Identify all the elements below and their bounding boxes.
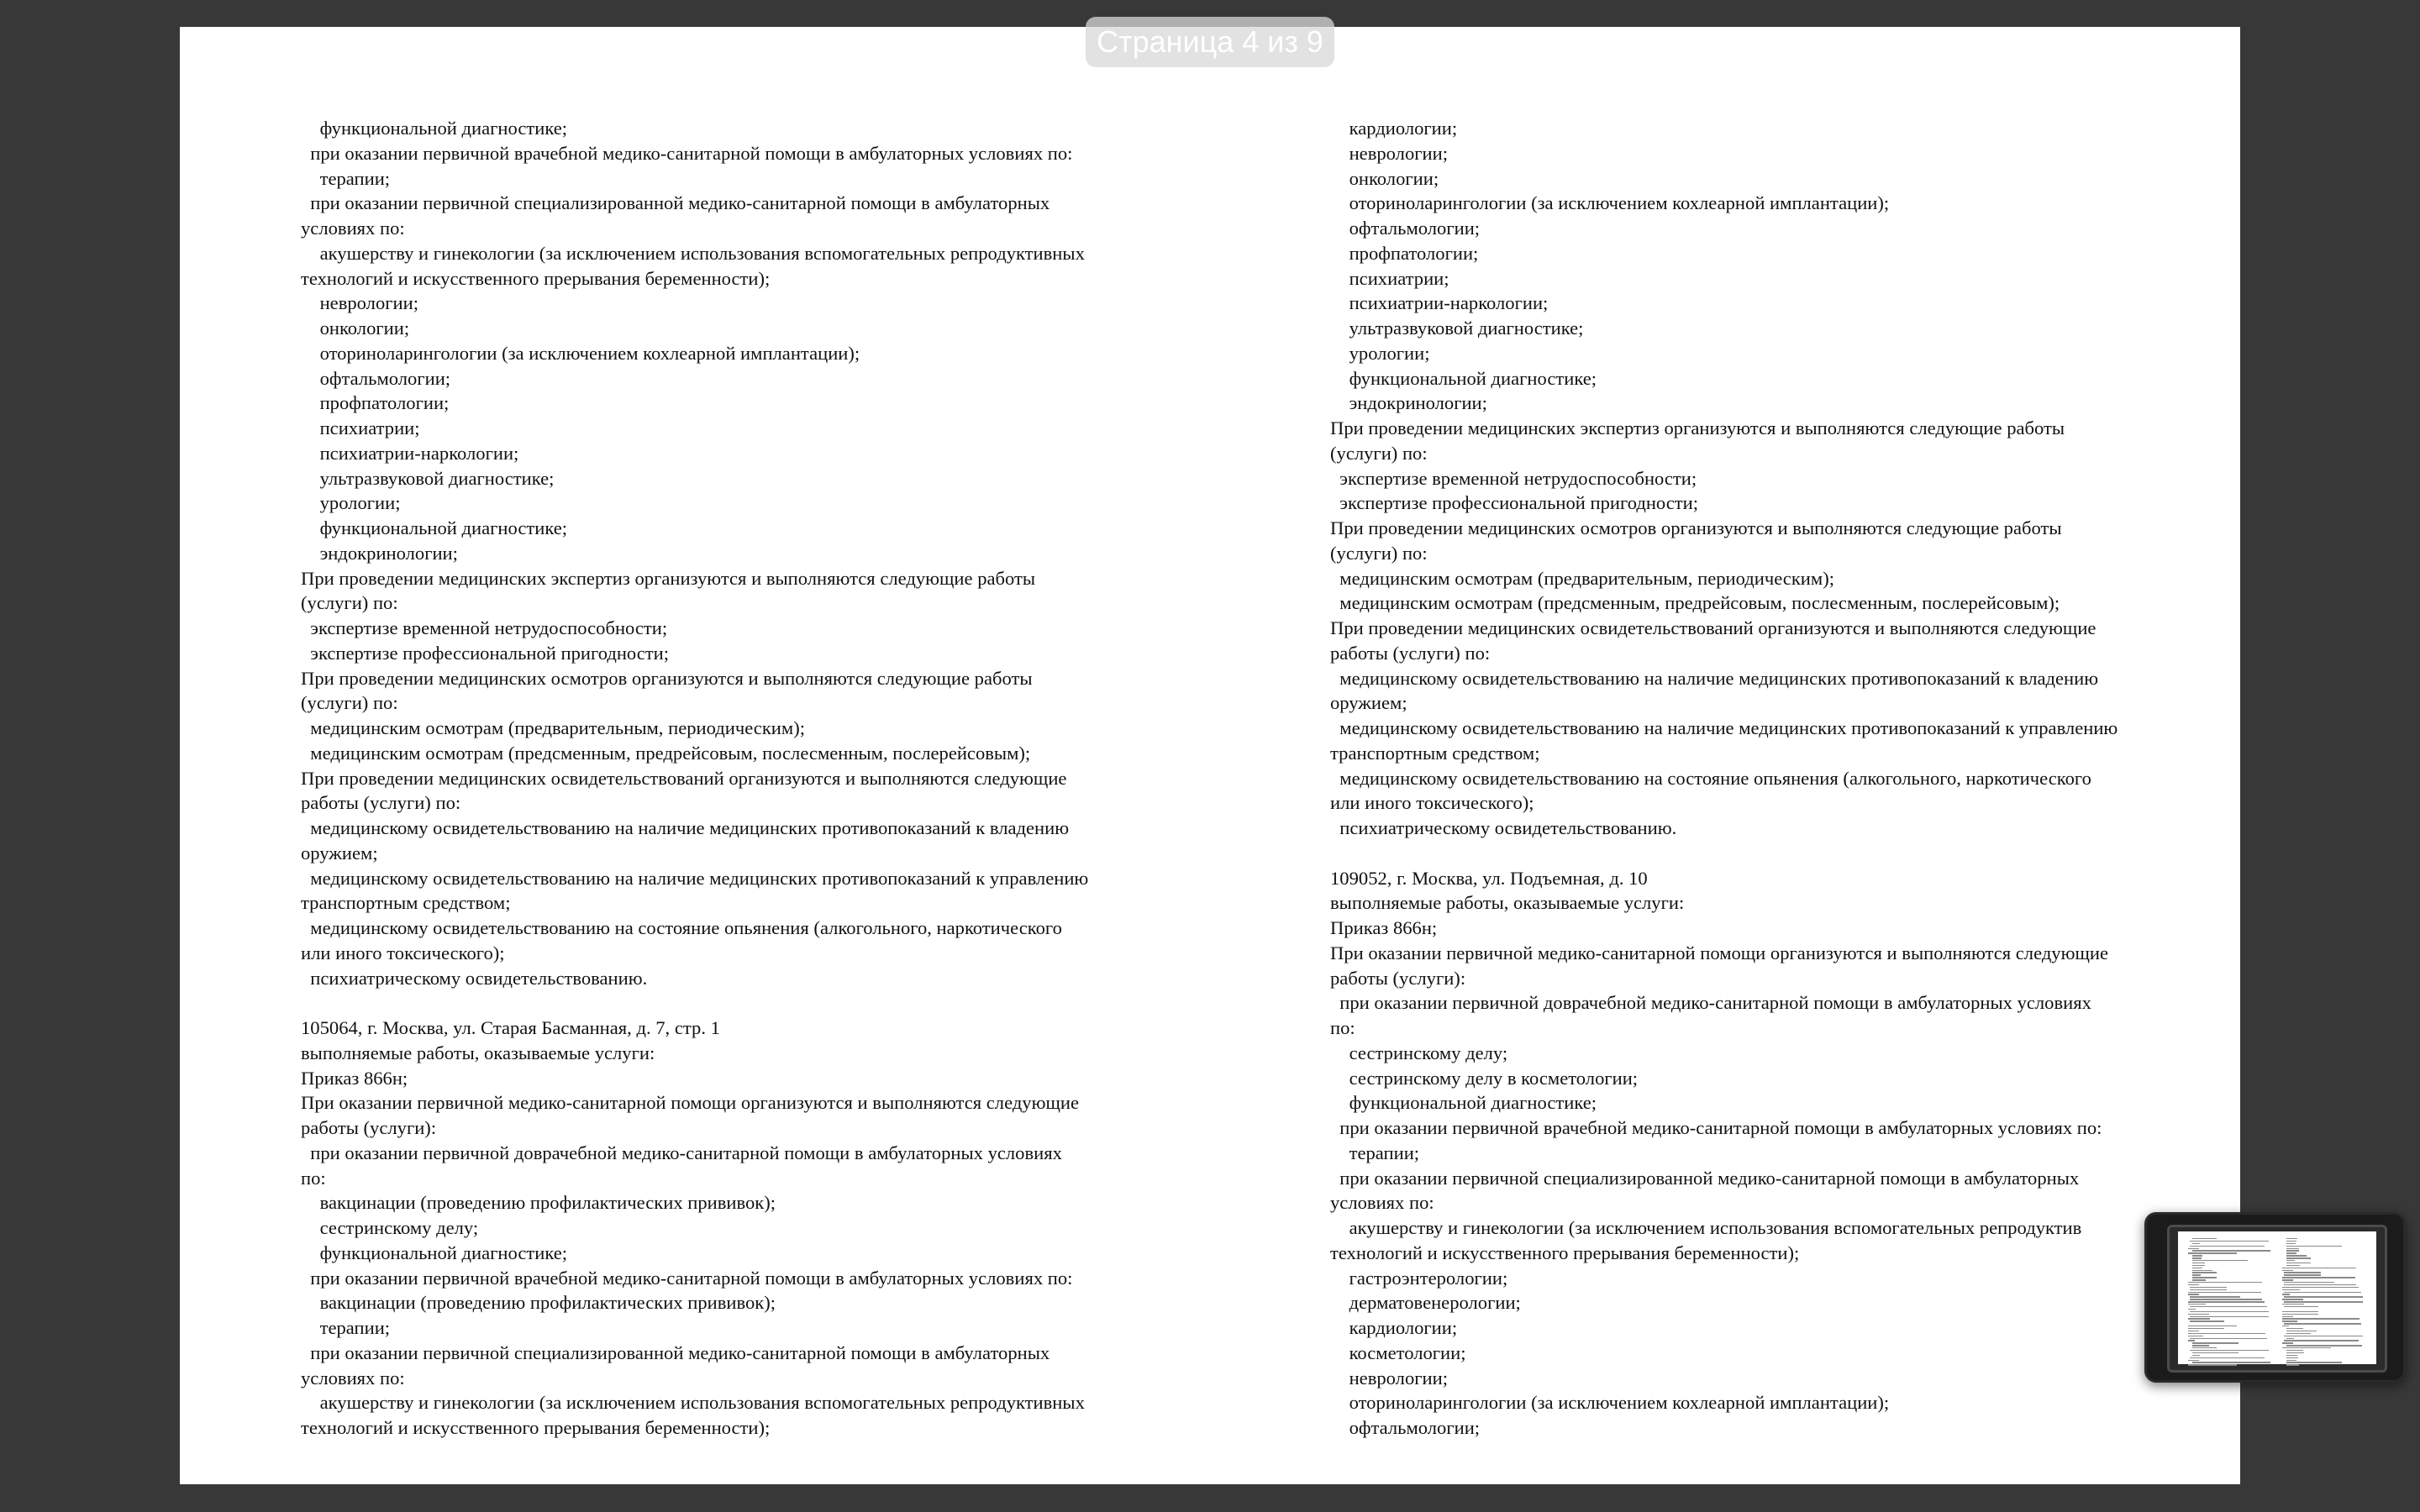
- text-line: психиатрии;: [1330, 267, 1449, 289]
- text-line: (услуги) по:: [301, 592, 398, 614]
- text-line: сестринскому делу;: [1330, 1042, 1508, 1063]
- text-line: экспертизе временной нетрудоспособности;: [301, 617, 668, 638]
- text-line: акушерству и гинекологии (за исключением использования вспомогательных репродуктивных: [301, 242, 1085, 264]
- thumbnail-page-preview: [2178, 1231, 2376, 1364]
- text-line: психиатрическому освидетельствованию.: [1330, 817, 1677, 838]
- text-line: онкологии;: [1330, 167, 1439, 189]
- text-line: При проведении медицинских освидетельствований организуются и выполняются следующие: [1330, 617, 2096, 638]
- text-line: терапии;: [301, 167, 391, 189]
- thumbnail-frame[interactable]: [2167, 1225, 2387, 1373]
- text-line: акушерству и гинекологии (за исключением использования вспомогательных репродуктивных: [301, 1392, 1085, 1414]
- text-line: урологии;: [1330, 342, 1430, 364]
- text-line: функциональной диагностике;: [1330, 1092, 1597, 1114]
- text-line: кардиологии;: [1330, 118, 1458, 139]
- text-line: При проведении медицинских экспертиз организуются и выполняются следующие работы: [1330, 417, 2065, 438]
- text-line: офтальмологии;: [1330, 218, 1481, 239]
- text-line: выполняемые работы, оказываемые услуги:: [301, 1042, 655, 1063]
- text-line: оружием;: [301, 842, 378, 864]
- text-line: по:: [1330, 1017, 1355, 1038]
- text-line: сестринскому делу в косметологии;: [1330, 1067, 1639, 1089]
- text-line: выполняемые работы, оказываемые услуги:: [1330, 892, 1685, 914]
- text-line: или иного токсического);: [301, 942, 505, 963]
- text-line: функциональной диагностике;: [301, 1242, 568, 1263]
- text-line: при оказании первичной специализированной медико-санитарной помощи в амбулаторных: [301, 192, 1050, 214]
- text-line: оториноларингологии (за исключением кохлеарной имплантации);: [301, 342, 860, 364]
- text-line: ультразвуковой диагностике;: [1330, 318, 1584, 339]
- text-line: экспертизе профессиональной пригодности;: [301, 642, 670, 664]
- text-line: медицинскому освидетельствованию на состояние опьянения (алкогольного, наркотического: [1330, 767, 2091, 789]
- text-line: При проведении медицинских освидетельствований организуются и выполняются следующие: [301, 767, 1067, 789]
- text-line: экспертизе профессиональной пригодности;: [1330, 492, 1699, 514]
- text-line: ультразвуковой диагностике;: [301, 467, 555, 489]
- document-left-column: [301, 116, 1250, 1441]
- text-line: терапии;: [301, 1317, 391, 1338]
- text-line: [1330, 841, 2254, 866]
- text-line: функциональной диагностике;: [1330, 367, 1597, 389]
- text-line: медицинскому освидетельствованию на наличие медицинских противопоказаний к владению: [1330, 667, 2099, 689]
- text-line: профпатологии;: [301, 392, 450, 414]
- text-line: при оказании первичной доврачебной медико-санитарной помощи в амбулаторных условиях: [1330, 992, 2091, 1014]
- text-line: офтальмологии;: [301, 367, 451, 389]
- thumbnail-left-text: [2188, 1238, 2272, 1367]
- text-line: кардиологии;: [1330, 1317, 1458, 1338]
- text-line: [301, 990, 1250, 1016]
- text-line: косметологии;: [1330, 1341, 1466, 1363]
- text-line: Приказ 866н;: [1330, 917, 1438, 938]
- text-line: профпатологии;: [1330, 242, 1479, 264]
- text-line: технологий и искусственного прерывания беременности);: [301, 1417, 771, 1438]
- text-line: оториноларингологии (за исключением кохлеарной имплантации);: [1330, 1392, 1890, 1414]
- text-line: При проведении медицинских экспертиз организуются и выполняются следующие работы: [301, 567, 1036, 589]
- text-line: психиатрии-наркологии;: [301, 442, 519, 464]
- text-line: оториноларингологии (за исключением кохлеарной имплантации);: [1330, 192, 1890, 214]
- text-line: медицинским осмотрам (предварительным, периодическим);: [301, 717, 805, 738]
- text-line: условиях по:: [301, 1367, 405, 1389]
- text-line: При оказании первичной медико-санитарной помощи организуются и выполняются следующие: [301, 1092, 1080, 1114]
- text-line: сестринскому делу;: [301, 1217, 479, 1238]
- text-line: функциональной диагностике;: [301, 118, 568, 139]
- text-line: психиатрическому освидетельствованию.: [301, 967, 648, 989]
- text-line: медицинским осмотрам (предварительным, периодическим);: [1330, 567, 1834, 589]
- text-line: при оказании первичной врачебной медико-санитарной помощи в амбулаторных условиях по:: [1330, 1117, 2102, 1138]
- page-indicator: Страница 4 из 9: [1086, 17, 1334, 67]
- text-line: медицинскому освидетельствованию на наличие медицинских противопоказаний к управлению: [1330, 717, 2118, 738]
- text-line: акушерству и гинекологии (за исключением использования вспомогательных репродуктив: [1330, 1217, 2082, 1238]
- text-line: работы (услуги):: [301, 1117, 437, 1138]
- text-line: вакцинации (проведению профилактических прививок);: [301, 1192, 776, 1214]
- text-line: работы (услуги):: [1330, 967, 1466, 989]
- text-line: психиатрии;: [301, 417, 420, 438]
- text-line: урологии;: [301, 492, 401, 514]
- text-line: Приказ 866н;: [301, 1067, 408, 1089]
- text-line: при оказании первичной врачебной медико-санитарной помощи в амбулаторных условиях по:: [301, 1267, 1073, 1289]
- text-line: медицинскому освидетельствованию на наличие медицинских противопоказаний к владению: [301, 817, 1070, 838]
- text-line: психиатрии-наркологии;: [1330, 292, 1549, 314]
- text-line: вакцинации (проведению профилактических прививок);: [301, 1292, 776, 1314]
- text-line: при оказании первичной доврачебной медико-санитарной помощи в амбулаторных условиях: [301, 1142, 1062, 1163]
- text-line: медицинским осмотрам (предсменным, предрейсовым, послесменным, послерейсовым);: [301, 742, 1031, 764]
- text-line: оружием;: [1330, 692, 1407, 714]
- text-line: При проведении медицинских осмотров организуются и выполняются следующие работы: [301, 667, 1033, 689]
- text-line: транспортным средством;: [1330, 742, 1540, 764]
- text-line: При оказании первичной медико-санитарной помощи организуются и выполняются следующие: [1330, 942, 2109, 963]
- text-line: технологий и искусственного прерывания беременности);: [301, 267, 771, 289]
- text-line: (услуги) по:: [301, 692, 398, 714]
- text-line: (услуги) по:: [1330, 442, 1428, 464]
- text-line: экспертизе временной нетрудоспособности;: [1330, 467, 1697, 489]
- text-line: 105064, г. Москва, ул. Старая Басманная, д. 7, стр. 1: [301, 1017, 720, 1038]
- text-line: (услуги) по:: [1330, 542, 1428, 564]
- text-line: терапии;: [1330, 1142, 1420, 1163]
- text-line: эндокринологии;: [1330, 392, 1487, 414]
- text-line: медицинским осмотрам (предсменным, предрейсовым, послесменным, послерейсовым);: [1330, 592, 2060, 614]
- page-thumbnail-navigator[interactable]: [2144, 1212, 2406, 1383]
- text-line: или иного токсического);: [1330, 792, 1534, 814]
- text-line: при оказании первичной специализированной медико-санитарной помощи в амбулаторных: [1330, 1167, 2080, 1189]
- text-line: условиях по:: [301, 218, 405, 239]
- text-line: работы (услуги) по:: [1330, 642, 1491, 664]
- text-line: онкологии;: [301, 318, 410, 339]
- thumbnail-right-text: [2282, 1238, 2366, 1367]
- text-line: офтальмологии;: [1330, 1417, 1481, 1438]
- text-line: условиях по:: [1330, 1192, 1434, 1214]
- document-right-column: [1330, 116, 2254, 1441]
- text-line: транспортным средством;: [301, 892, 511, 914]
- text-line: медицинскому освидетельствованию на состояние опьянения (алкогольного, наркотического: [301, 917, 1062, 938]
- text-line: технологий и искусственного прерывания беременности);: [1330, 1242, 1800, 1263]
- text-line: дерматовенерологии;: [1330, 1292, 1521, 1314]
- text-line: по:: [301, 1167, 326, 1189]
- text-line: при оказании первичной специализированной медико-санитарной помощи в амбулаторных: [301, 1341, 1050, 1363]
- text-line: 109052, г. Москва, ул. Подъемная, д. 10: [1330, 867, 1648, 889]
- text-line: при оказании первичной врачебной медико-санитарной помощи в амбулаторных условиях по:: [301, 142, 1073, 164]
- text-line: При проведении медицинских осмотров организуются и выполняются следующие работы: [1330, 517, 2062, 538]
- text-line: эндокринологии;: [301, 542, 458, 564]
- text-line: неврологии;: [1330, 1367, 1448, 1389]
- text-line: функциональной диагностике;: [301, 517, 568, 538]
- text-line: неврологии;: [1330, 142, 1448, 164]
- text-line: работы (услуги) по:: [301, 792, 461, 814]
- text-line: медицинскому освидетельствованию на наличие медицинских противопоказаний к управлению: [301, 867, 1089, 889]
- text-line: неврологии;: [301, 292, 418, 314]
- text-line: гастроэнтерологии;: [1330, 1267, 1508, 1289]
